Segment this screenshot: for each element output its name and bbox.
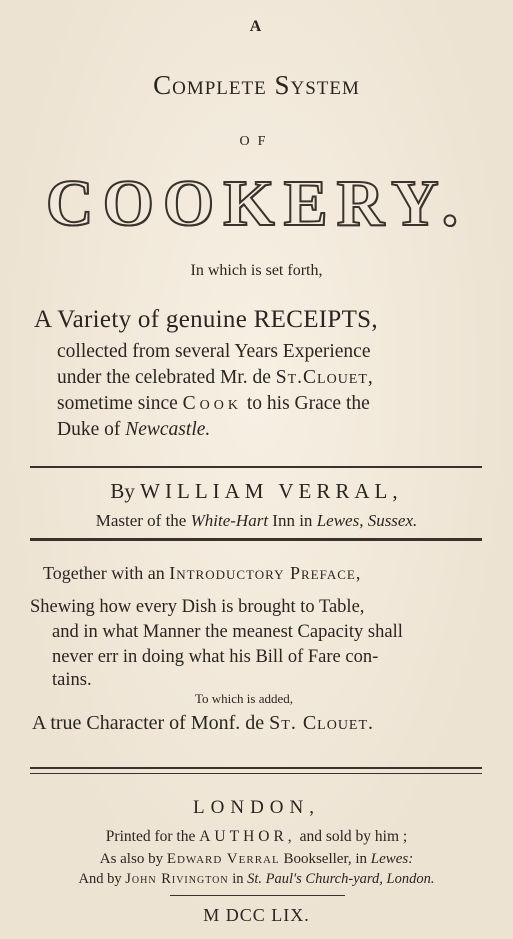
london-place: London. [386, 871, 435, 887]
set-forth-line: In which is set forth, [190, 262, 323, 279]
duke-text: Duke of [57, 419, 121, 440]
sometime-text: sometime since [57, 393, 178, 414]
complete-system-heading: Complete System [153, 70, 360, 100]
divider-rule-4 [30, 773, 482, 774]
lewes-name: Lewes, [316, 511, 364, 530]
tains-line: tains. [52, 670, 92, 690]
sometime-post-text: to his Grace the [246, 393, 370, 414]
of-label: OF [239, 134, 274, 149]
also-line [0, 851, 513, 868]
divider-rule-3 [30, 767, 482, 769]
character-text: A true Character of Monf. de [32, 712, 265, 734]
article-a: A [249, 18, 264, 35]
st-clouet-name: St.Clouet, [275, 367, 374, 388]
collected-line: collected from several Years Experience [57, 341, 371, 362]
manner-line: and in what Manner the meanest Capacity shall [52, 622, 403, 642]
together-text: Together with an [43, 563, 165, 583]
sussex-name: Sussex. [367, 511, 418, 530]
church-yard-place: St. Paul's Church-yard, [247, 871, 383, 887]
inn-in-text: Inn in [272, 511, 313, 530]
bookseller-text: Bookseller, in [283, 851, 368, 867]
by-word: By [110, 479, 135, 503]
edward-verral-name: Edward Verral [166, 851, 280, 867]
sometime-line [57, 393, 370, 415]
character-name: St. Clouet. [269, 712, 375, 734]
introductory-preface: Introductory Preface, [169, 563, 362, 583]
shewing-line: Shewing how every Dish is brought to Table, [30, 597, 365, 617]
date-rule [170, 895, 345, 896]
london-imprint: LONDON, [193, 797, 320, 818]
newcastle-name: Newcastle. [125, 419, 211, 440]
cook-word: Cook [182, 393, 242, 414]
divider-rule-1 [30, 466, 482, 468]
author-word: AUTHOR, [199, 828, 296, 845]
cookery-title: COOKERY. [45, 167, 468, 240]
also-text: As also by [99, 851, 164, 867]
character-line [32, 712, 374, 735]
printed-post-text: and sold by him ; [299, 828, 408, 845]
byline [0, 479, 513, 504]
printed-line [0, 828, 513, 846]
under-line [57, 367, 374, 389]
rivington-line [0, 871, 513, 888]
to-which-added: To which is added, [195, 691, 294, 706]
under-text: under the celebrated Mr. de [57, 367, 271, 388]
duke-line [57, 419, 210, 441]
in-text: in [232, 871, 244, 887]
publication-date: M DCC LIX. [203, 905, 310, 925]
master-text: Master of the [95, 511, 187, 530]
together-line [43, 563, 361, 584]
john-rivington-name: John Rivington [125, 871, 229, 887]
white-hart-name: White-Hart [190, 511, 269, 530]
divider-rule-2 [30, 538, 482, 541]
lewes-place: Lewes: [370, 851, 414, 867]
never-line: never err in doing what his Bill of Fare con- [52, 647, 379, 667]
and-by-text: And by [78, 871, 122, 887]
master-line [0, 511, 513, 531]
variety-line: A Variety of genuine RECEIPTS, [34, 306, 378, 333]
printed-text: Printed for the [105, 828, 196, 845]
author-name: WILLIAM VERRAL, [140, 479, 403, 503]
